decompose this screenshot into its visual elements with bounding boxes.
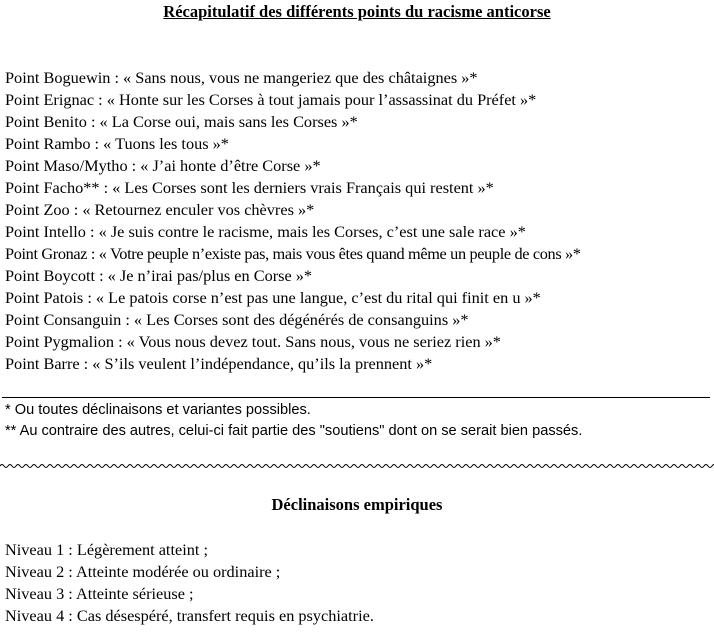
wavy-separator: [0, 462, 714, 470]
point-item: Point Patois : « Le patois corse n’est pas une langue, c’est du rital qui finit en u »*: [5, 288, 541, 307]
level-item: Niveau 2 : Atteinte modérée ou ordinaire ;: [5, 562, 281, 581]
footnote-divider: [2, 397, 710, 398]
point-item: Point Boycott : « Je n’irai pas/plus en Corse »*: [5, 266, 313, 285]
footnote-item: * Ou toutes déclinaisons et variantes possibles.: [5, 402, 311, 418]
point-item: Point Zoo : « Retournez enculer vos chèvres »*: [5, 200, 315, 219]
footnote-item: ** Au contraire des autres, celui-ci fait partie des "soutiens" dont on se serait bien passés.: [5, 423, 583, 439]
point-item: Point Gronaz : « Votre peuple n’existe pas, mais vous êtes quand même un peuple de cons »*: [5, 244, 581, 263]
document-title: Récapitulatif des différents points du racisme anticorse: [163, 2, 551, 21]
point-item: Point Facho** : « Les Corses sont les derniers vrais Français qui restent »*: [5, 178, 494, 197]
level-item: Niveau 4 : Cas désespéré, transfert requis en psychiatrie.: [5, 606, 374, 625]
footnotes: [5, 400, 713, 442]
point-item: Point Barre : « S’ils veulent l’indépendance, qu’ils la prennent »*: [5, 354, 433, 373]
level-item: Niveau 1 : Légèrement atteint ;: [5, 540, 208, 559]
level-item: Niveau 3 : Atteinte sérieuse ;: [5, 584, 194, 603]
point-item: Point Consanguin : « Les Corses sont des dégénérés de consanguins »*: [5, 310, 469, 329]
point-item: Point Maso/Mytho : « J’ai honte d’être Corse »*: [5, 156, 321, 175]
point-item: Point Erignac : « Honte sur les Corses à tout jamais pour l’assassinat du Préfet »*: [5, 90, 537, 109]
point-item: Point Pygmalion : « Vous nous devez tout. Sans nous, vous ne seriez rien »*: [5, 332, 501, 351]
levels-list: [5, 540, 713, 628]
section-title: Déclinaisons empiriques: [271, 495, 443, 514]
point-item: Point Benito : « La Corse oui, mais sans les Corses »*: [5, 112, 358, 131]
point-item: Point Boguewin : « Sans nous, vous ne mangeriez que des châtaignes »*: [5, 68, 478, 87]
point-item: Point Rambo : « Tuons les tous »*: [5, 134, 229, 153]
point-item: Point Intello : « Je suis contre le racisme, mais les Corses, c’est une sale race »*: [5, 222, 526, 241]
points-list: [5, 68, 713, 376]
